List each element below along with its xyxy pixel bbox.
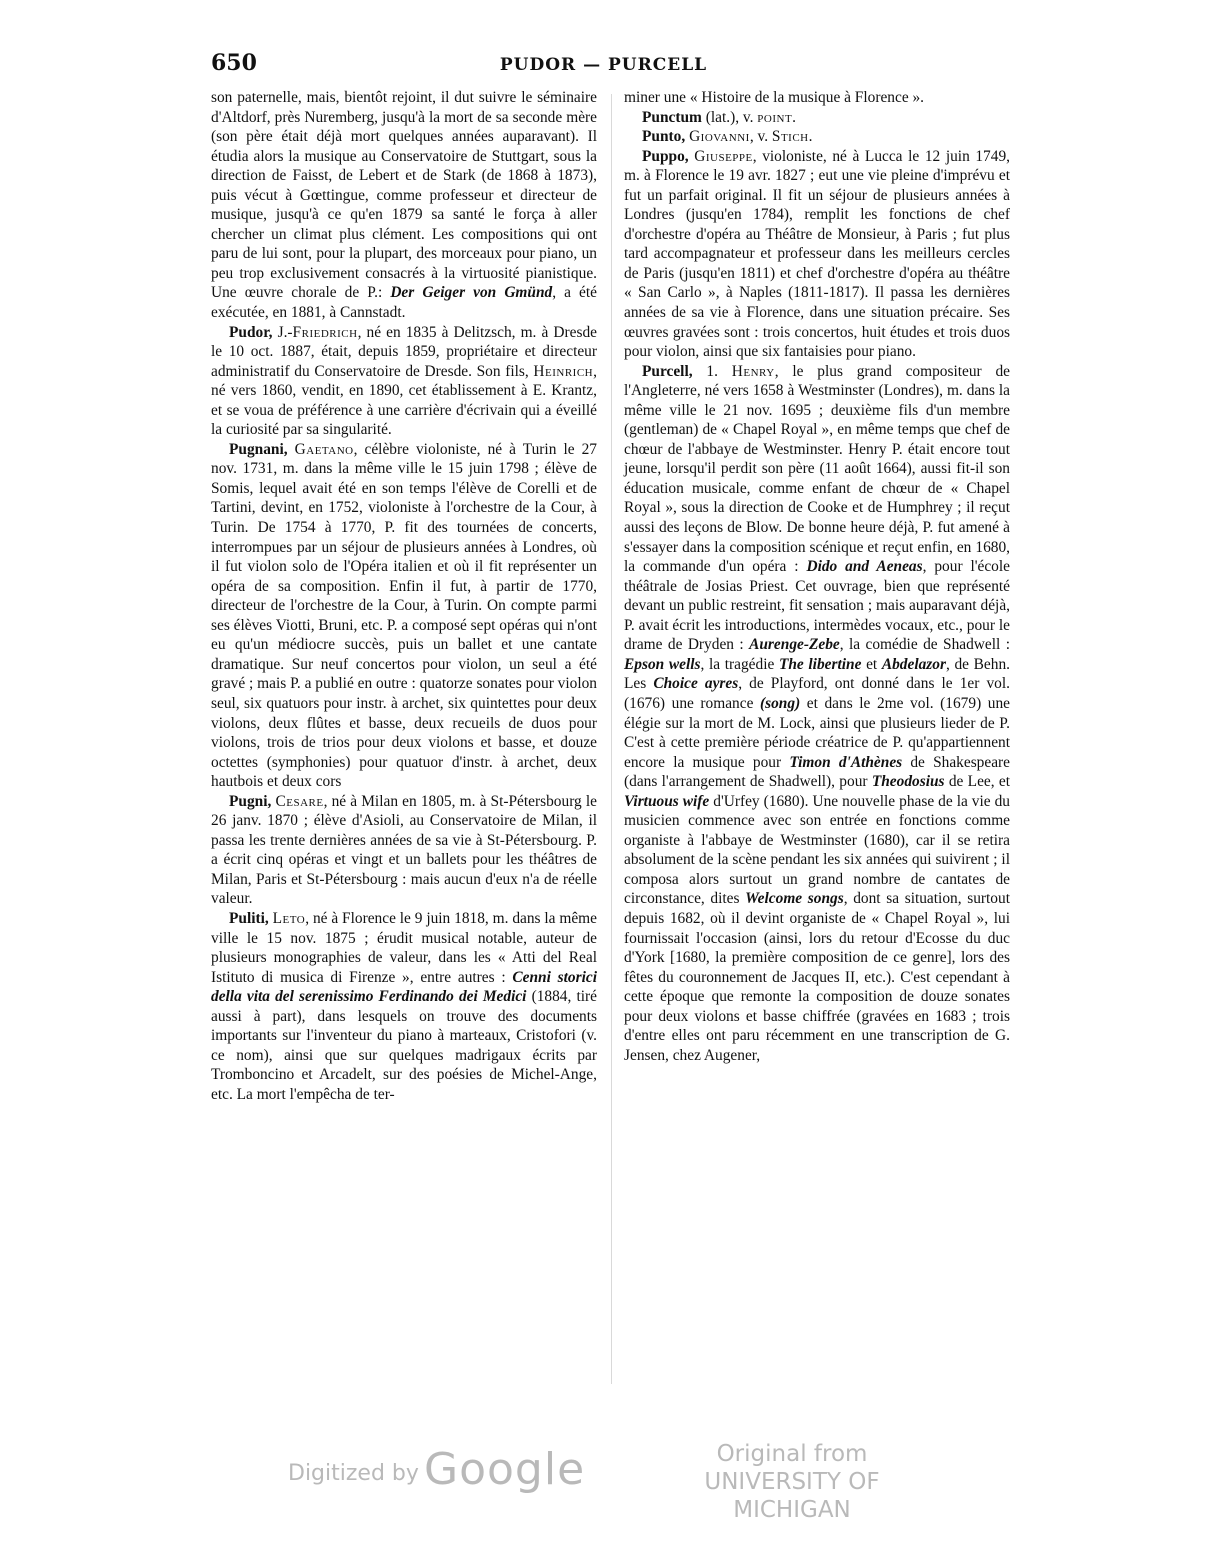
left-column: [211, 88, 597, 1104]
headword: Pudor,: [229, 323, 273, 341]
headword: Punctum: [642, 108, 702, 126]
entry-punctum: Punctum (lat.), v. point.: [642, 108, 797, 126]
running-head: PUDOR — PURCELL: [499, 55, 708, 75]
headword: Purcell,: [642, 362, 693, 380]
entry-purcell: Purcell, 1. Henry, le plus grand compositeur de l'Angleterre, né vers 1658 à Westminster (Londres), m. dans la même ville le 21 nov. 1695 ; deuxième fils d'un membre (gentleman) de « Chapel Royal », en même temps que chef de chœur de l'abbaye de Westminster. Henry P. était encore tout jeune, lorsqu'il perdit son père (11 août 1664), aussi fit-il son éducation musicale, comme enfant de chœur de « Chapel Royal », sous la direction de Cooke et de Humphrey ; il reçut aussi des leçons de Blow. De bonne heure déjà, P. fut amené à s'essayer dans la composition scénique et reçut enfin, en 1680, la commande d'un opéra : Dido and Aeneas, pour l'école théâtrale de Josias Priest. Cet ouvrage, bien que représenté devant un public restreint, fit sensation ; mais auparavant déjà, P. avait écrit les introductions, intermèdes vocaux, etc., pour le drame de Dryden : Aurenge-Zebe, la comédie de Shadwell : Epson wells, la tragédie The libertine et Abdelazor, de Behn. Les Choice ayres, de Playford, ont donné dans le 1er vol. (1676) une romance (song) et dans le 2me vol. (1679) une élégie sur la mort de M. Lock, ainsi que plusieurs lieder de P. C'est à cette première période créatrice de P. qu'appartiennent encore la musique pour Timon d'Athènes de Shakespeare (dans l'arrangement de Shadwell), pour Theodosius de Lee, et Virtuous wife d'Urfey (1680). Une nouvelle phase de la vie du musicien commence avec son entrée en fonctions comme organiste à l'abbaye de Westminster (1680), car il se retira absolument de la scène pendant les six années qui suivirent ; il composa alors surtout un grand nombre de cantates de circonstance, dites Welcome songs, dont sa situation, surtout depuis 1682, où il devint organiste de « Chapel Royal », lui fournissait l'occasion (ainsi, lors du retour d'Ecosse du duc d'York [1680, la première composition de ce genre], lors des fêtes du couronnement de Jacques II, etc.). C'est cependant à cette époque que remonte la composition de douze sonates pour deux violons et basse chiffrée (gravées en 1683 ; trois d'entre elles ont paru récemment en une transcription de G. Jensen, chez Augener,: [624, 362, 1011, 1064]
right-column: [624, 88, 1010, 1065]
entry-punto: Punto, Giovanni, v. Stich.: [642, 128, 813, 146]
entry-continuation: son paternelle, mais, bientôt rejoint, il dut suivre le séminaire d'Altdorf, près Nuremberg, jusqu'à la mort de sa seconde mère (son père était déjà mort quelques années auparavant). Il étudia alors la musique au Conservatoire de Stuttgart, sous la direction de Faisst, de Lebert et de Stark (de 1868 à 1873), puis vécut à Gœttingue, comme professeur et directeur de musique, jusqu'à ce qu'en 1879 sa santé le força à aller chercher un climat plus clément. Les compositions qui ont paru de lui sont, pour la plupart, des morceaux pour piano, un peu trop exclusivement consacrés à la virtuosité pianistique. Une œuvre chorale de P.: Der Geiger von Gmünd, a été exécutée, en 1881, à Cannstadt.: [211, 89, 597, 322]
digitized-by-google-watermark: [288, 1444, 585, 1495]
headword: Pugnani,: [229, 440, 288, 458]
original-from-text: Original from: [716, 1441, 868, 1467]
original-from-watermark: [667, 1440, 917, 1524]
page-number: 650: [211, 50, 257, 76]
digitized-by-text: Digitized by: [288, 1461, 419, 1486]
university-text: UNIVERSITY OF MICHIGAN: [704, 1469, 880, 1523]
entry-pugnani: Pugnani, Gaetano, célèbre violoniste, né à Turin le 27 nov. 1731, m. dans la même ville le 15 juin 1798 ; élève de Somis, lequel avait été en son temps l'élève de Corelli et de Tartini, devint, en 1752, violoniste à l'orchestre de la Cour, à Turin. De 1754 à 1770, P. fit des tournées de concerts, interrompues par un séjour de plusieurs années à Londres, où il fut violon solo de l'Opéra italien et où il fit représenter un opéra de sa composition. Enfin il fut, à partir de 1770, directeur de l'orchestre de la Cour, à Turin. On compte parmi ses élèves Viotti, Bruni, etc. P. a composé sept opéras qui n'ont eu qu'un médiocre succès, puis un ballet et une cantate dramatique. Sur neuf concertos pour violon, un seul a été gravé ; mais P. a publié en outre : quatorze sonates pour violon seul, six quatuors pour instr. à archet, six quintettes pour deux violons, deux flûtes et basse, deux recueils de duos pour violons, trois de trios pour deux violons et basse, et douze octettes (symphonies) pour quatuor d'instr. à archet, deux hautbois et deux cors: [211, 440, 597, 791]
headword: Puppo,: [642, 147, 689, 165]
entry-pugni: Pugni, Cesare, né à Milan en 1805, m. à St-Pétersbourg le 26 janv. 1870 ; élève d'Asioli, au Conservatoire de Milan, il passa les trente dernières années de sa vie à St-Pétersbourg. P. a écrit cinq opéras et vingt et un ballets pour les théâtres de Milan, Paris et St-Pétersbourg : mais aucun d'eux n'a de réelle valeur.: [211, 792, 597, 908]
column-divider: [611, 94, 612, 1384]
entry-pudor: Pudor, J.-Friedrich, né en 1835 à Delitzsch, m. à Dresde le 10 oct. 1887, était, depuis 1859, propriétaire et directeur administratif du Conservatoire de Dresde. Son fils, Heinrich, né vers 1860, vendit, en 1890, cet établissement à E. Krantz, et se voua de préférence à une carrière d'écrivain qui a éveillé la curiosité par sa singularité.: [211, 323, 598, 439]
entry-continuation: miner une « Histoire de la musique à Florence ».: [624, 89, 925, 106]
entry-puliti: Puliti, Leto, né à Florence le 9 juin 1818, m. dans la même ville le 15 nov. 1875 ; érudit musical notable, auteur de plusieurs monographies de valeur, dans les « Atti del Real Istituto di musica di Firenze », entre autres : Cenni storici della vita del serenissimo Ferdinando dei Medici (1884, tiré aussi à part), dans lesquels on trouve des documents importants sur l'inventeur du piano à marteaux, Cristofori (v. ce nom), ainsi que sur quelques madrigaux écrits par Tromboncino et Arcadelt, sur des poésies de Michel-Ange, etc. La mort l'empêcha de ter-: [211, 909, 597, 1103]
google-logo-text: Google: [424, 1444, 586, 1495]
headword: Pugni,: [229, 792, 272, 810]
headword: Puliti,: [229, 909, 269, 927]
entry-puppo: Puppo, Giuseppe, violoniste, né à Lucca le 12 juin 1749, m. à Florence le 19 avr. 1827 ; eut une vie pleine d'imprévu et fut un parfait original. Il fit un séjour de plusieurs années à Londres (jusqu'en 1784), remplit les fonctions de chef d'orchestre d'opéra au Théâtre de Monsieur, à Paris ; fut plus tard accompagnateur et professeur dans les meilleurs cercles de Paris (jusqu'en 1811) et chef d'orchestre d'opéra au théâtre « San Carlo », à Naples (1811-1817). Il passa les dernières années de sa vie à Florence, dans une situation précaire. Ses œuvres gravées sont : trois concertos, huit études et trois duos pour violon, ainsi que six fantaisies pour piano.: [624, 147, 1010, 361]
headword: Punto,: [642, 128, 686, 146]
